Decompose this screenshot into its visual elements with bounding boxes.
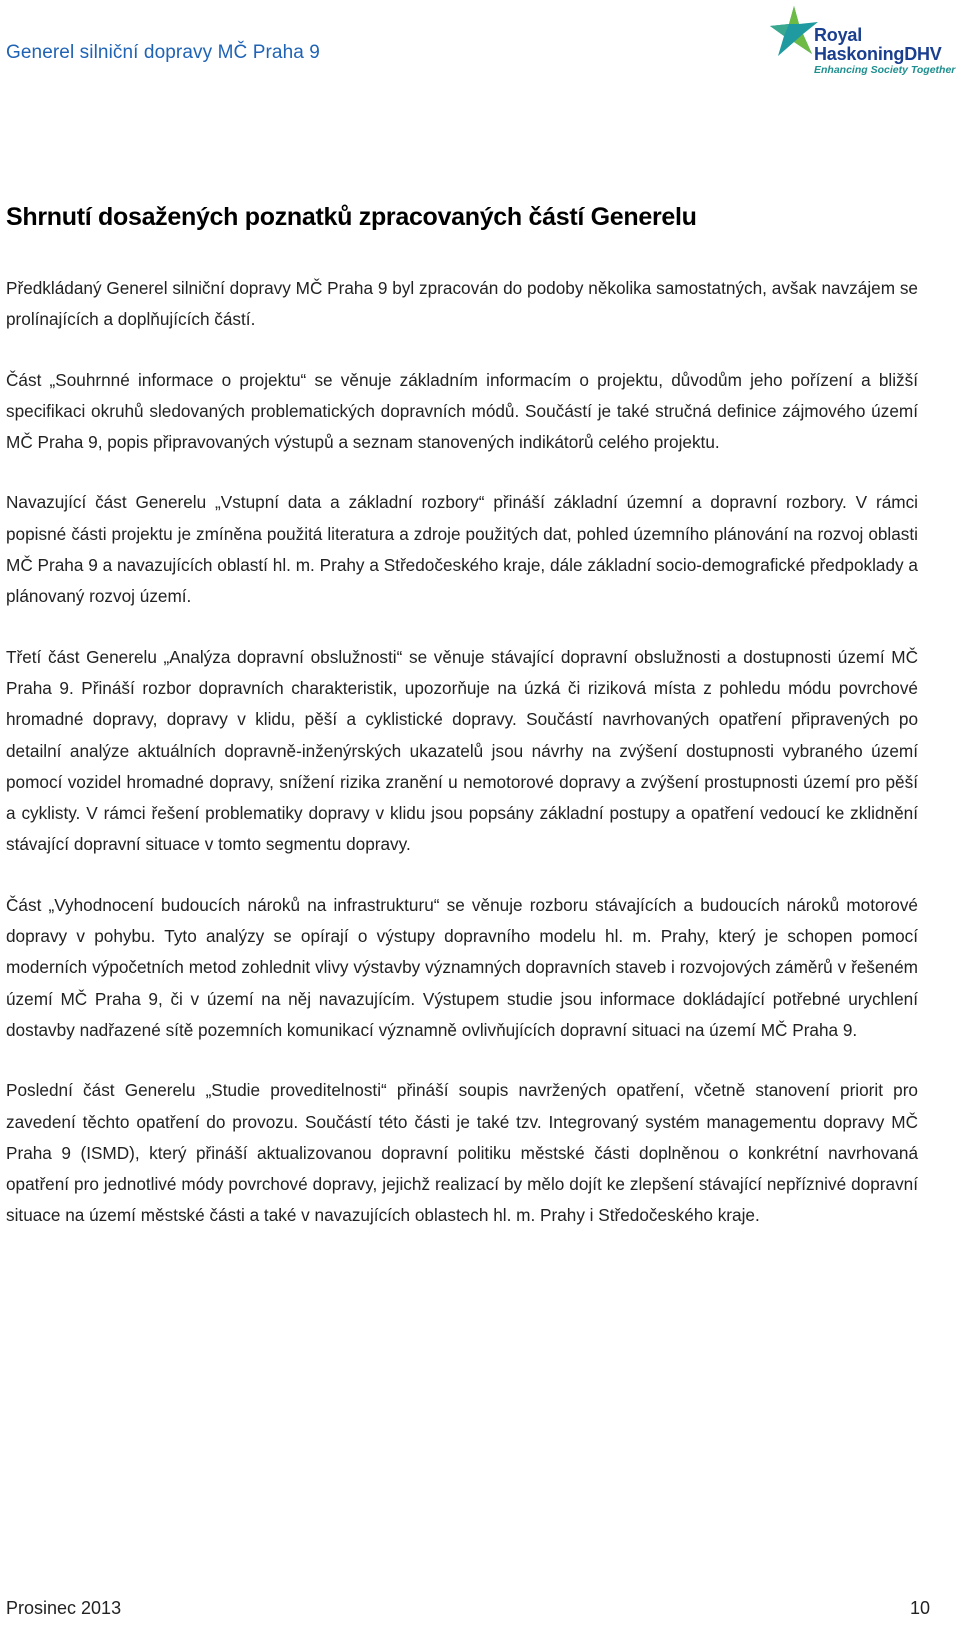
paragraph-infrastructure: Část „Vyhodnocení budoucích nároků na infrastrukturu“ se věnuje rozboru stávajících a budoucích nároků motorové dopravy v pohybu. Tyto analýzy se opírají o výstupy dopravního modelu hl. m. Prahy, který je schopen pomocí moderních výpočetních metod zohlednit vlivy výstavby významných dopravních staveb i rozvojových záměrů v řešeném území MČ Praha 9, či v území na něj navazujícím. Výstupem studie jsou informace dokládající potřebné urychlení dostavby nadřazené sítě pozemních komunikací významně ovlivňujících dopravní situaci na území MČ Praha 9. [6,894,918,1040]
document-body [6,273,918,1261]
logo-wordmark [814,26,959,76]
paragraph-input-data: Navazující část Generelu „Vstupní data a základní rozbory“ přináší základní územní a dopravní rozbory. V rámci popisné části projektu je zmíněna použitá literatura a zdroje použitých dat, pohled územního plánování na rozvoj oblasti MČ Praha 9 a navazujících oblastí hl. m. Prahy a Středočeského kraje, dále základní socio-demografické předpoklady a plánovaný rozvoj území. [6,492,918,607]
document-heading: Shrnutí dosažených poznatků zpracovaných částí Generelu [6,203,697,231]
logo-line-haskoning: HaskoningDHV [814,44,942,64]
footer-date: Prosinec 2013 [6,1598,122,1618]
paragraph-feasibility: Poslední část Generelu „Studie proveditelnosti“ přináší soupis navržených opatření, včetně stanovení priorit pro zavedení těchto opatření do provozu. Součástí této části je také tzv. Integrovaný systém managementu dopravy MČ Praha 9 (ISMD), který přináší aktualizovanou dopravní politiku městské části doplněnou o konkrétní navrhovaná opatření pro jednotlivé módy povrchové dopravy, jejichž realizací by mělo dojít ke zlepšení stávající nepříznivé dopravní situace na území městské části a také v navazujících oblastech hl. m. Prahy i Středočeského kraje. [6,1080,918,1226]
paragraph-intro: Předkládaný Generel silniční dopravy MČ Praha 9 byl zpracován do podoby několika samostatných, avšak navzájem se prolínajících a doplňujících částí. [6,278,918,330]
paragraph-service-analysis: Třetí část Generelu „Analýza dopravní obslužnosti“ se věnuje stávající dopravní obslužnosti a dostupnosti území MČ Praha 9. Přináší rozbor dopravních charakteristik, upozorňuje na úzká či riziková místa z pohledu módu povrchové hromadné dopravy, dopravy v klidu, pěší a cyklistické dopravy. Součástí navrhovaných opatření připravených po detailní analýze aktuálních dopravně-inženýrských ukazatelů jsou návrhy na zvýšení dostupnosti vybraného území pomocí vozidel hromadné dopravy, snížení rizika zranění u nemotorové dopravy a zvýšení prostupnosti území pro pěší a cyklisty. V rámci řešení problematiky dopravy v klidu jsou popsány základní postupy a opatření vedoucí ke zklidnění stávající dopravní situace v tomto segmentu dopravy. [6,646,918,855]
star-logo-icon [768,4,820,60]
logo-line-royal: Royal [814,25,863,45]
logo-tagline: Enhancing Society Together [814,64,956,76]
paragraph-summary-info: Část „Souhrnné informace o projektu“ se věnuje základním informacím o projektu, důvodům jeho pořízení a bližší specifikaci okruhů sledovaných problematických dopravních módů. Součástí je také stručná definice zájmového území MČ Praha 9, popis připravovaných výstupů a seznam stanovených indikátorů celého projektu. [6,369,918,453]
header-title: Generel silniční dopravy MČ Praha 9 [6,42,320,63]
company-logo [768,4,954,86]
footer-page-number: 10 [909,1598,930,1618]
